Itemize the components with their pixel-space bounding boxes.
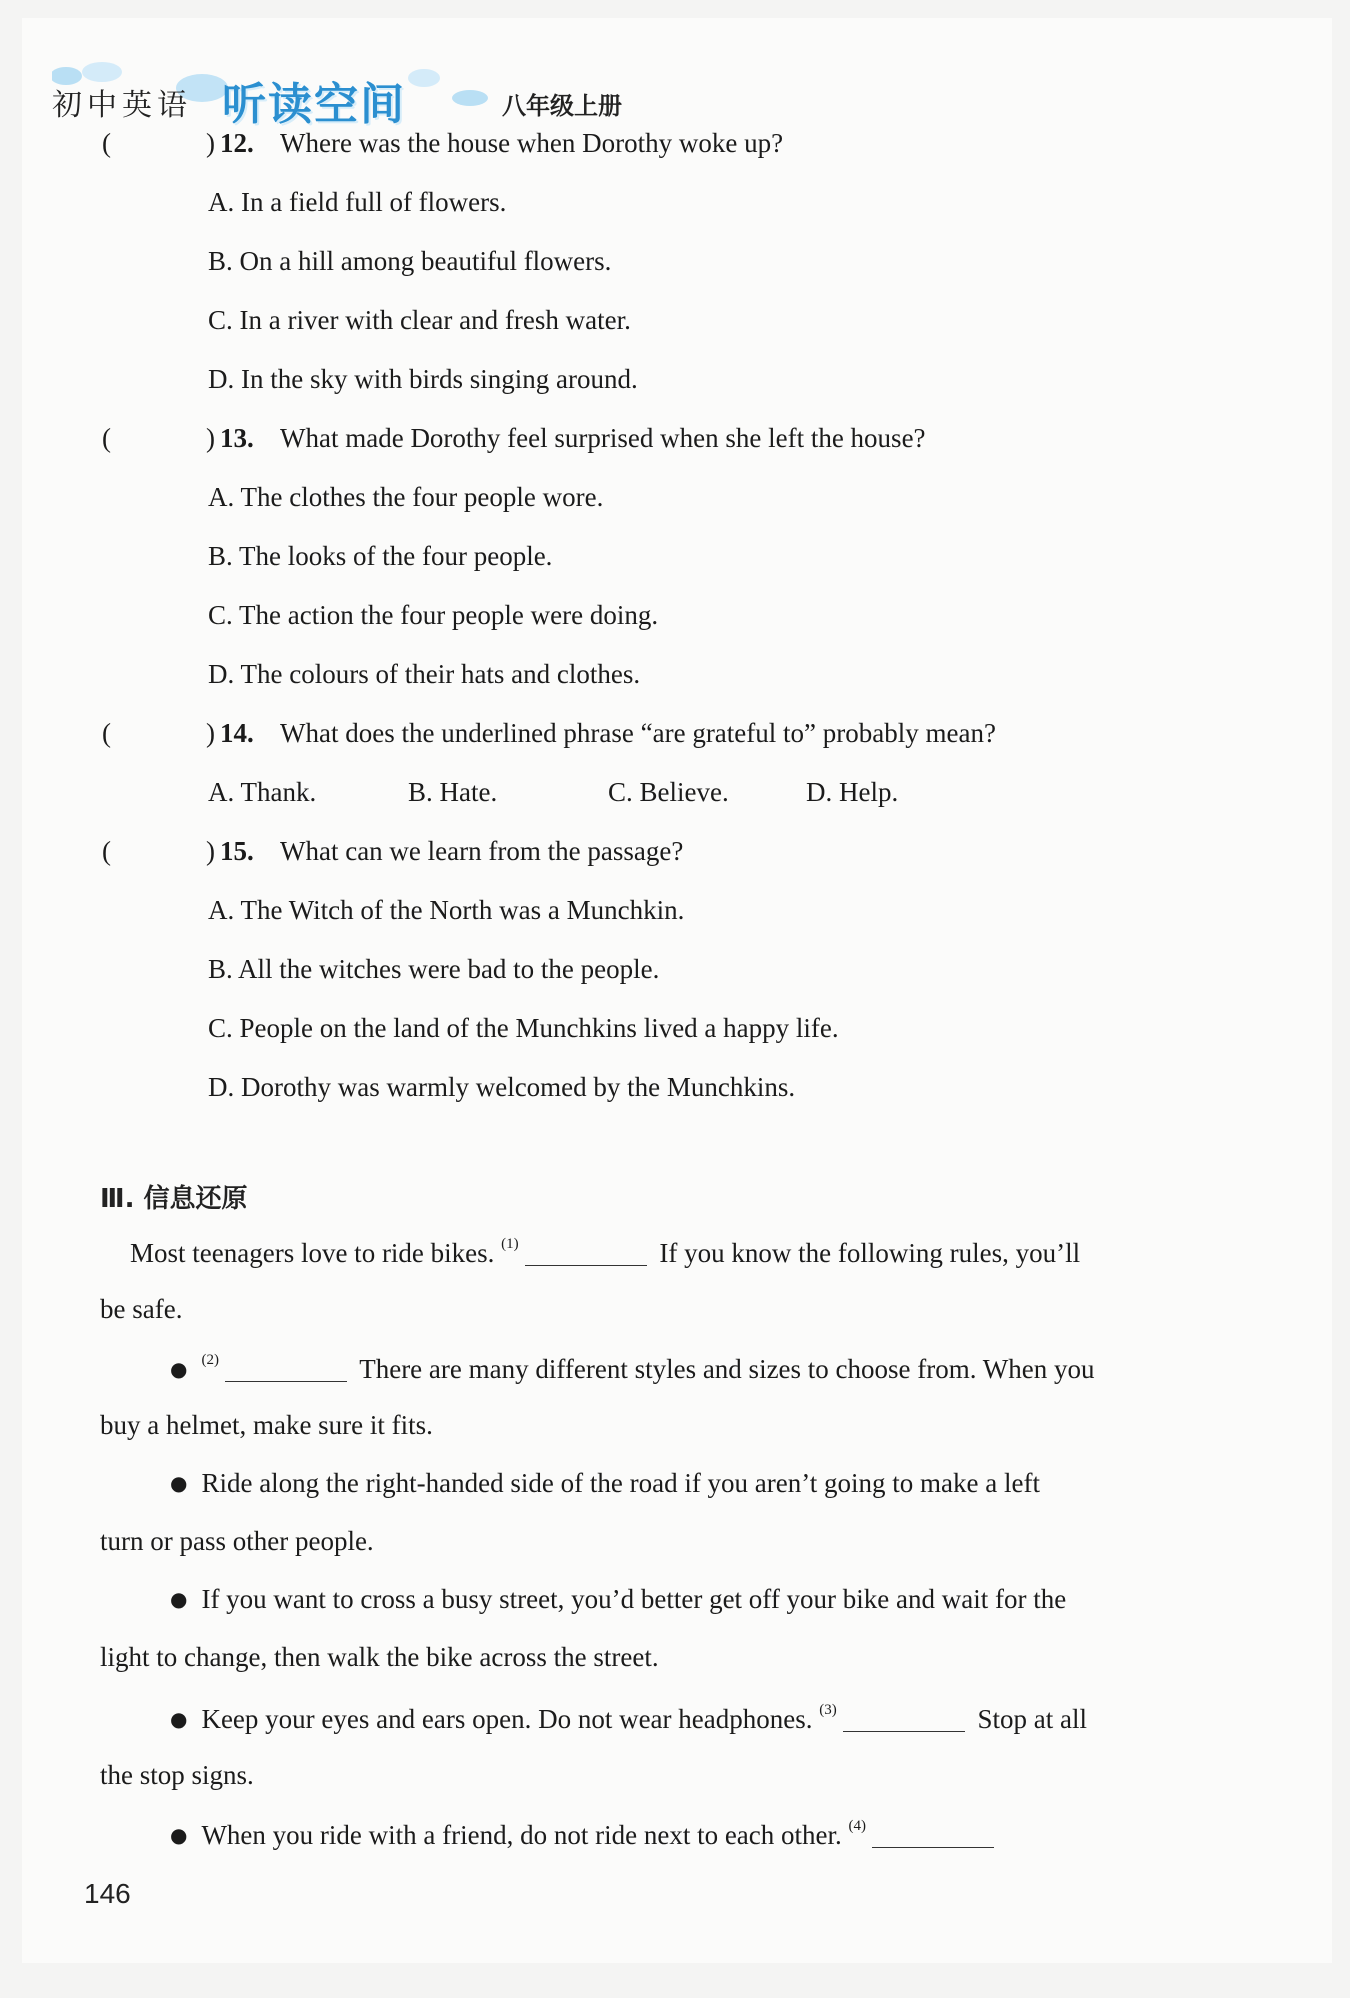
option-b: B. On a hill among beautiful flowers. [208, 246, 612, 276]
bullet-icon: ● [170, 1823, 188, 1847]
blank-number: (1) [501, 1236, 519, 1252]
question-stem: Where was the house when Dorothy woke up? [280, 128, 784, 158]
answer-paren-close: ) [206, 128, 215, 158]
option-d: D. The colours of their hats and clothes. [208, 659, 641, 689]
bullet-icon: ● [170, 1471, 188, 1495]
question-number: 12. [220, 128, 254, 158]
passage-intro-line-1 [130, 1236, 1080, 1269]
answer-paren-open: ( [102, 423, 111, 453]
question-number: 14. [220, 718, 254, 748]
answer-blank[interactable] [225, 1355, 347, 1382]
answer-paren-close: ) [206, 836, 215, 866]
option-a: A. Thank. [208, 777, 317, 807]
passage-intro-line-2: be safe. [100, 1294, 183, 1324]
question-number: 15. [220, 836, 254, 866]
answer-paren-close: ) [206, 423, 215, 453]
page-header [52, 58, 752, 138]
answer-blank[interactable] [525, 1239, 647, 1266]
option-b: B. Hate. [408, 777, 498, 807]
bullet-5-line-1 [170, 1818, 1000, 1851]
bullet-3-line-1 [170, 1584, 1066, 1615]
option-c: C. Believe. [608, 777, 729, 807]
option-b: B. All the witches were bad to the people. [208, 954, 660, 984]
passage-text: Ride along the right-handed side of the road if you aren’t going to make a left [201, 1468, 1040, 1498]
bullet-icon: ● [170, 1707, 188, 1731]
bullet-2-line-1 [170, 1468, 1040, 1499]
answer-paren-open: ( [102, 836, 111, 866]
section-title: Ⅲ. 信息还原 [100, 1184, 248, 1214]
option-a: A. The clothes the four people wore. [208, 482, 604, 512]
bullet-3-line-2: light to change, then walk the bike across the street. [100, 1642, 659, 1672]
passage-text: If you know the following rules, you’ll [659, 1238, 1081, 1268]
answer-blank[interactable] [843, 1705, 965, 1732]
option-a: A. The Witch of the North was a Munchkin. [208, 895, 685, 925]
bullet-1-line-1 [170, 1352, 1094, 1385]
option-a: A. In a field full of flowers. [208, 187, 507, 217]
passage-text: There are many different styles and sizes to choose from. When you [359, 1354, 1095, 1384]
answer-paren-open: ( [102, 128, 111, 158]
option-c: C. The action the four people were doing. [208, 600, 659, 630]
passage-text: Keep your eyes and ears open. Do not wear headphones. [201, 1704, 813, 1734]
passage-text: Stop at all [977, 1704, 1087, 1734]
option-d: D. Help. [806, 777, 899, 807]
question-stem: What made Dorothy feel surprised when she left the house? [280, 423, 926, 453]
blank-number: (3) [819, 1702, 837, 1718]
passage-text: When you ride with a friend, do not ride next to each other. [201, 1820, 842, 1850]
question-stem: What does the underlined phrase “are grateful to” probably mean? [280, 718, 996, 748]
option-c: C. People on the land of the Munchkins lived a happy life. [208, 1013, 839, 1043]
answer-paren-close: ) [206, 718, 215, 748]
blank-number: (2) [201, 1352, 219, 1368]
option-d: D. Dorothy was warmly welcomed by the Munchkins. [208, 1072, 796, 1102]
bullet-icon: ● [170, 1357, 188, 1381]
workbook-page [22, 18, 1332, 1963]
passage-text: If you want to cross a busy street, you’d better get off your bike and wait for the [201, 1584, 1067, 1614]
bullet-4-line-2: the stop signs. [100, 1760, 254, 1790]
question-stem: What can we learn from the passage? [280, 836, 684, 866]
bullet-icon: ● [170, 1587, 188, 1611]
book-name: 初中英语 [52, 88, 192, 123]
option-c: C. In a river with clear and fresh water. [208, 305, 631, 335]
grade-label: 八年级上册 [502, 92, 622, 120]
brand-logo: 听读空间 [222, 79, 406, 130]
passage-text: Most teenagers love to ride bikes. [130, 1238, 495, 1268]
page-number: 146 [84, 1878, 131, 1909]
option-b: B. The looks of the four people. [208, 541, 553, 571]
bullet-1-line-2: buy a helmet, make sure it fits. [100, 1410, 433, 1440]
bullet-2-line-2: turn or pass other people. [100, 1526, 374, 1556]
question-number: 13. [220, 423, 254, 453]
blank-number: (4) [848, 1818, 867, 1834]
answer-paren-open: ( [102, 718, 111, 748]
answer-blank[interactable] [872, 1821, 994, 1848]
option-d: D. In the sky with birds singing around. [208, 364, 638, 394]
bullet-4-line-1 [170, 1702, 1087, 1735]
